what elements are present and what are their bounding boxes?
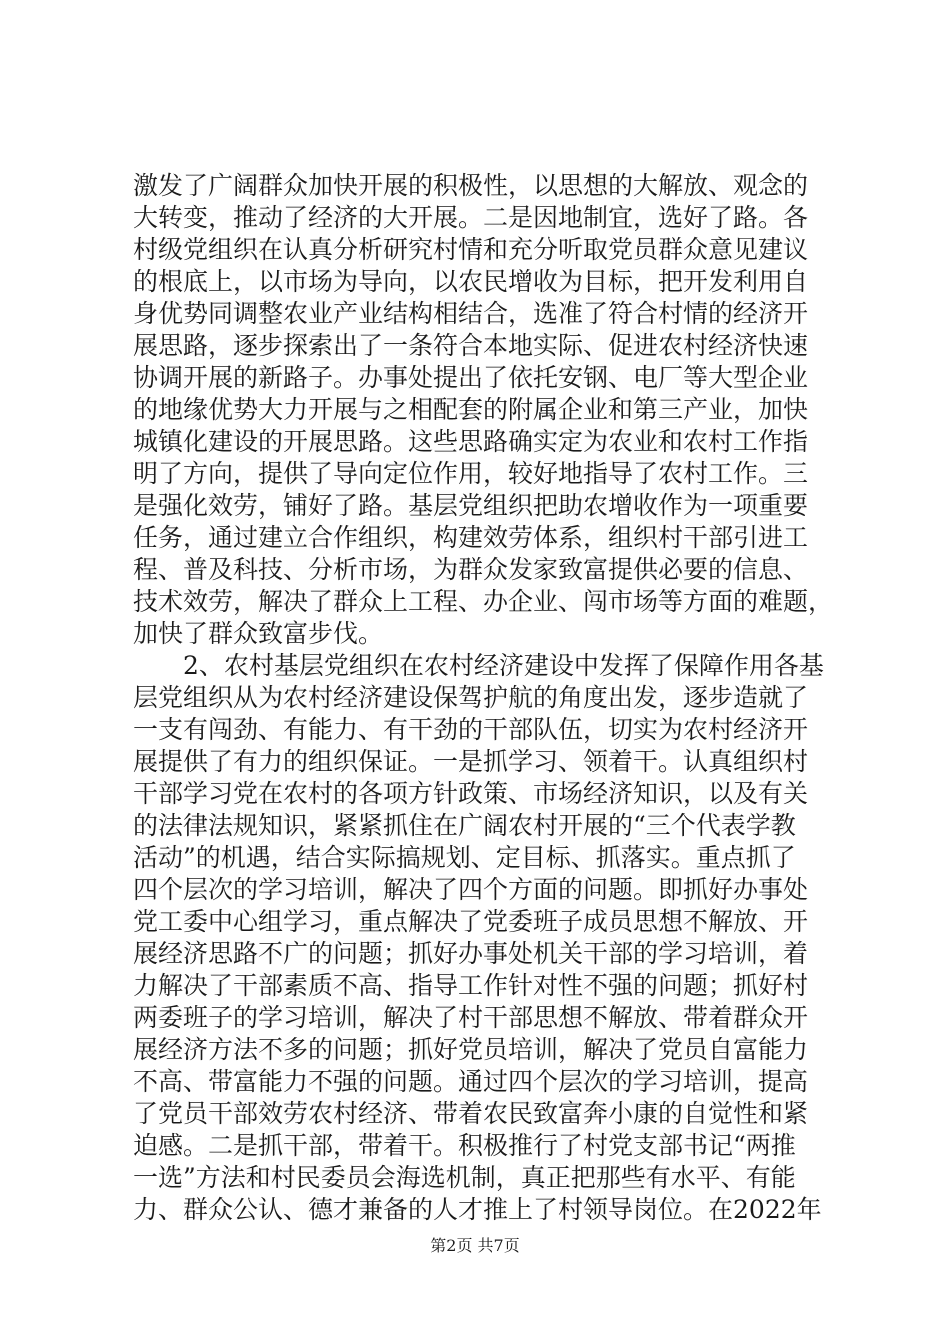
text-line: 展思路，逐步探索出了一条符合本地实际、促进农村经济快速 — [133, 331, 809, 360]
document-body — [133, 170, 833, 1226]
text-line: 两委班子的学习培训，解决了村干部思想不解放、带着群众开 — [133, 1003, 809, 1032]
text-line: 干部学习党在农村的各项方针政策、市场经济知识，以及有关 — [133, 779, 809, 808]
text-line: 协调开展的新路子。办事处提出了依托安钢、电厂等大型企业 — [133, 363, 809, 392]
text-line: 不高、带富能力不强的问题。通过四个层次的学习培训，提高 — [133, 1067, 809, 1096]
text-line: 身优势同调整农业产业结构相结合，选准了符合村情的经济开 — [133, 299, 809, 328]
text-line: 力、群众公认、德才兼备的人才推上了村领导岗位。在2022年 — [133, 1195, 822, 1224]
text-line: 了党员干部效劳农村经济、带着农民致富奔小康的自觉性和紧 — [133, 1099, 809, 1128]
text-line: 的法律法规知识，紧紧抓住在广阔农村开展的“三个代表学教 — [133, 811, 796, 840]
text-line: 村级党组织在认真分析研究村情和充分听取党员群众意见建议 — [133, 235, 809, 264]
text-line: 激发了广阔群众加快开展的积极性，以思想的大解放、观念的 — [133, 171, 809, 200]
text-line: 展提供了有力的组织保证。一是抓学习、领着干。认真组织村 — [133, 747, 809, 776]
text-line: 明了方向，提供了导向定位作用，较好地指导了农村工作。三 — [133, 459, 809, 488]
paragraph-start-line: 2、农村基层党组织在农村经济建设中发挥了保障作用各基 — [183, 651, 824, 680]
text-line: 加快了群众致富步伐。 — [133, 619, 384, 648]
page-number-footer: 第2页 共7页 — [430, 1236, 520, 1255]
text-line: 大转变，推动了经济的大开展。二是因地制宜，选好了路。各 — [133, 203, 809, 232]
text-line: 力解决了干部素质不高、指导工作针对性不强的问题；抓好村 — [133, 971, 809, 1000]
text-line: 迫感。二是抓干部，带着干。积极推行了村党支部书记“两推 — [133, 1131, 796, 1160]
text-line: 城镇化建设的开展思路。这些思路确实定为农业和农村工作指 — [133, 427, 809, 456]
text-line: 四个层次的学习培训，解决了四个方面的问题。即抓好办事处 — [133, 875, 809, 904]
text-line: 是强化效劳，铺好了路。基层党组织把助农增收作为一项重要 — [133, 491, 809, 520]
text-line: 一支有闯劲、有能力、有干劲的干部队伍，切实为农村经济开 — [133, 715, 809, 744]
text-line: 党工委中心组学习，重点解决了党委班子成员思想不解放、开 — [133, 907, 809, 936]
text-line: 技术效劳，解决了群众上工程、办企业、闯市场等方面的难题， — [133, 587, 833, 616]
text-line: 展经济思路不广的问题；抓好办事处机关干部的学习培训，着 — [133, 939, 809, 968]
text-line: 一选”方法和村民委员会海选机制，真正把那些有水平、有能 — [133, 1163, 796, 1192]
text-line: 任务，通过建立合作组织，构建效劳体系，组织村干部引进工 — [133, 523, 809, 552]
text-line: 活动”的机遇，结合实际搞规划、定目标、抓落实。重点抓了 — [133, 843, 796, 872]
text-line: 的地缘优势大力开展与之相配套的附属企业和第三产业，加快 — [133, 395, 809, 424]
text-line: 层党组织从为农村经济建设保驾护航的角度出发，逐步造就了 — [133, 683, 809, 712]
text-line: 的根底上，以市场为导向，以农民增收为目标，把开发利用自 — [133, 267, 809, 296]
text-line: 展经济方法不多的问题；抓好党员培训，解决了党员自富能力 — [133, 1035, 809, 1064]
text-line: 程、普及科技、分析市场，为群众发家致富提供必要的信息、 — [133, 555, 809, 584]
